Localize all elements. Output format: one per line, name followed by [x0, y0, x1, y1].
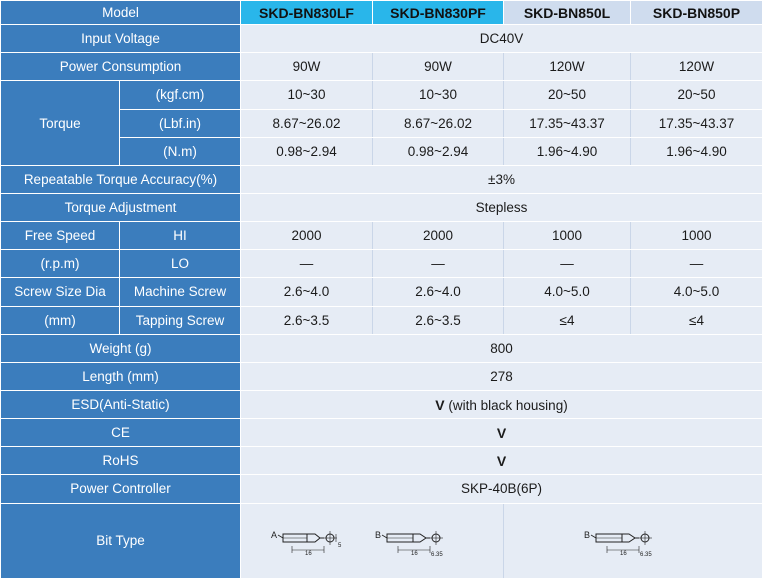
torque-kgf-value: 10~30 [373, 81, 504, 109]
ce-value [241, 419, 762, 447]
free-speed-hi-row [1, 222, 762, 250]
esd-row [1, 390, 762, 418]
adjustment-row [1, 193, 762, 221]
free-speed-hi-label: HI [120, 222, 241, 250]
bit-a-length-dim: 16 [305, 550, 312, 557]
accuracy-row [1, 165, 762, 193]
power-consumption-value: 120W [504, 53, 631, 81]
controller-value: SKP-40B(6P) [241, 475, 762, 503]
controller-label: Power Controller [1, 475, 241, 503]
torque-kgf-value: 20~50 [504, 81, 631, 109]
ce-row [1, 419, 762, 447]
bit-b2-letter: B [584, 529, 591, 540]
esd-value [241, 390, 762, 418]
machine-screw-value: 4.0~5.0 [631, 278, 762, 306]
free-speed-hi-value: 2000 [373, 222, 504, 250]
screw-size-label: Screw Size Dia [1, 278, 120, 306]
model-name: SKD-BN830LF [241, 1, 373, 25]
input-voltage-value: DC40V [241, 25, 762, 53]
tapping-screw-value: 2.6~3.5 [241, 306, 373, 334]
rohs-check-mark: V [496, 452, 507, 469]
rohs-value [241, 447, 762, 475]
bit-b-length-dim: 16 [410, 550, 418, 557]
bit-b2-diagram-icon [583, 525, 683, 557]
bit-b-letter: B [374, 529, 381, 540]
machine-screw-value: 4.0~5.0 [504, 278, 631, 306]
torque-kgf-value: 20~50 [631, 81, 762, 109]
torque-nm-value: 1.96~4.90 [631, 137, 762, 165]
torque-label: Torque [1, 81, 120, 165]
weight-label: Weight (g) [1, 334, 241, 362]
free-speed-lo-value: — [504, 250, 631, 278]
adjustment-value: Stepless [241, 193, 762, 221]
model-name: SKD-BN850L [504, 1, 631, 25]
input-voltage-label: Input Voltage [1, 25, 241, 53]
rohs-row [1, 447, 762, 475]
esd-label: ESD(Anti-Static) [1, 390, 241, 418]
power-consumption-row [1, 53, 762, 81]
input-voltage-row [1, 25, 762, 53]
bit-b-tip-dim: 6.35 [430, 551, 443, 557]
bit-type-p-cell [504, 503, 762, 578]
torque-lbf-value: 8.67~26.02 [373, 109, 504, 137]
torque-nm-value: 0.98~2.94 [373, 137, 504, 165]
free-speed-lo-row [1, 250, 762, 278]
power-consumption-value: 120W [631, 53, 762, 81]
ce-label: CE [1, 419, 241, 447]
torque-lbf-value: 8.67~26.02 [241, 109, 373, 137]
weight-value: 800 [241, 334, 762, 362]
model-name: SKD-BN850P [631, 1, 762, 25]
tapping-screw-label: Tapping Screw [120, 306, 241, 334]
free-speed-hi-value: 1000 [504, 222, 631, 250]
machine-screw-value: 2.6~4.0 [241, 278, 373, 306]
esd-note: (with black housing) [444, 397, 568, 413]
adjustment-label: Torque Adjustment [1, 193, 241, 221]
accuracy-value: ±3% [241, 165, 762, 193]
accuracy-label: Repeatable Torque Accuracy(%) [1, 165, 241, 193]
free-speed-unit-label: (r.p.m) [1, 250, 120, 278]
torque-unit-kgf: (kgf.cm) [120, 81, 241, 109]
bit-type-pf-cell [241, 503, 504, 578]
bit-type-row [1, 503, 762, 578]
free-speed-lo-value: — [373, 250, 504, 278]
bit-b2-length-dim: 16 [620, 550, 627, 557]
torque-lbf-value: 17.35~43.37 [631, 109, 762, 137]
model-label: Model [1, 1, 241, 25]
free-speed-hi-value: 2000 [241, 222, 373, 250]
tapping-screw-value: 2.6~3.5 [373, 306, 504, 334]
length-value: 278 [241, 362, 762, 390]
bit-a-diagram-icon [270, 525, 370, 557]
esd-check-mark: V [435, 396, 445, 413]
torque-unit-nm: (N.m) [120, 137, 241, 165]
controller-row [1, 475, 762, 503]
torque-kgf-value: 10~30 [241, 81, 373, 109]
header-row [1, 1, 762, 25]
free-speed-lo-label: LO [120, 250, 241, 278]
rohs-label: RoHS [1, 447, 241, 475]
bit-type-label: Bit Type [1, 503, 241, 578]
torque-nm-value: 1.96~4.90 [504, 137, 631, 165]
free-speed-lo-value: — [241, 250, 373, 278]
ce-check-mark: V [496, 424, 507, 441]
tapping-screw-value: ≤4 [504, 306, 631, 334]
free-speed-hi-value: 1000 [631, 222, 762, 250]
machine-screw-value: 2.6~4.0 [373, 278, 504, 306]
torque-nm-value: 0.98~2.94 [241, 137, 373, 165]
length-label: Length (mm) [1, 362, 241, 390]
bit-a-letter: A [271, 529, 278, 540]
free-speed-label: Free Speed [1, 222, 120, 250]
bit-b-diagram-icon [374, 525, 474, 557]
tapping-screw-value: ≤4 [631, 306, 762, 334]
machine-screw-row [1, 278, 762, 306]
torque-unit-lbf: (Lbf.in) [120, 109, 241, 137]
screw-size-unit-label: (mm) [1, 306, 120, 334]
power-consumption-value: 90W [241, 53, 373, 81]
free-speed-lo-value: — [631, 250, 762, 278]
length-row [1, 362, 762, 390]
model-name: SKD-BN830PF [373, 1, 504, 25]
power-consumption-value: 90W [373, 53, 504, 81]
tapping-screw-row [1, 306, 762, 334]
torque-kgf-row [1, 81, 762, 109]
machine-screw-label: Machine Screw [120, 278, 241, 306]
weight-row [1, 334, 762, 362]
torque-lbf-value: 17.35~43.37 [504, 109, 631, 137]
bit-a-tip-dim: 5 [338, 542, 342, 549]
power-consumption-label: Power Consumption [1, 53, 241, 81]
bit-b2-tip-dim: 6.35 [640, 551, 652, 557]
